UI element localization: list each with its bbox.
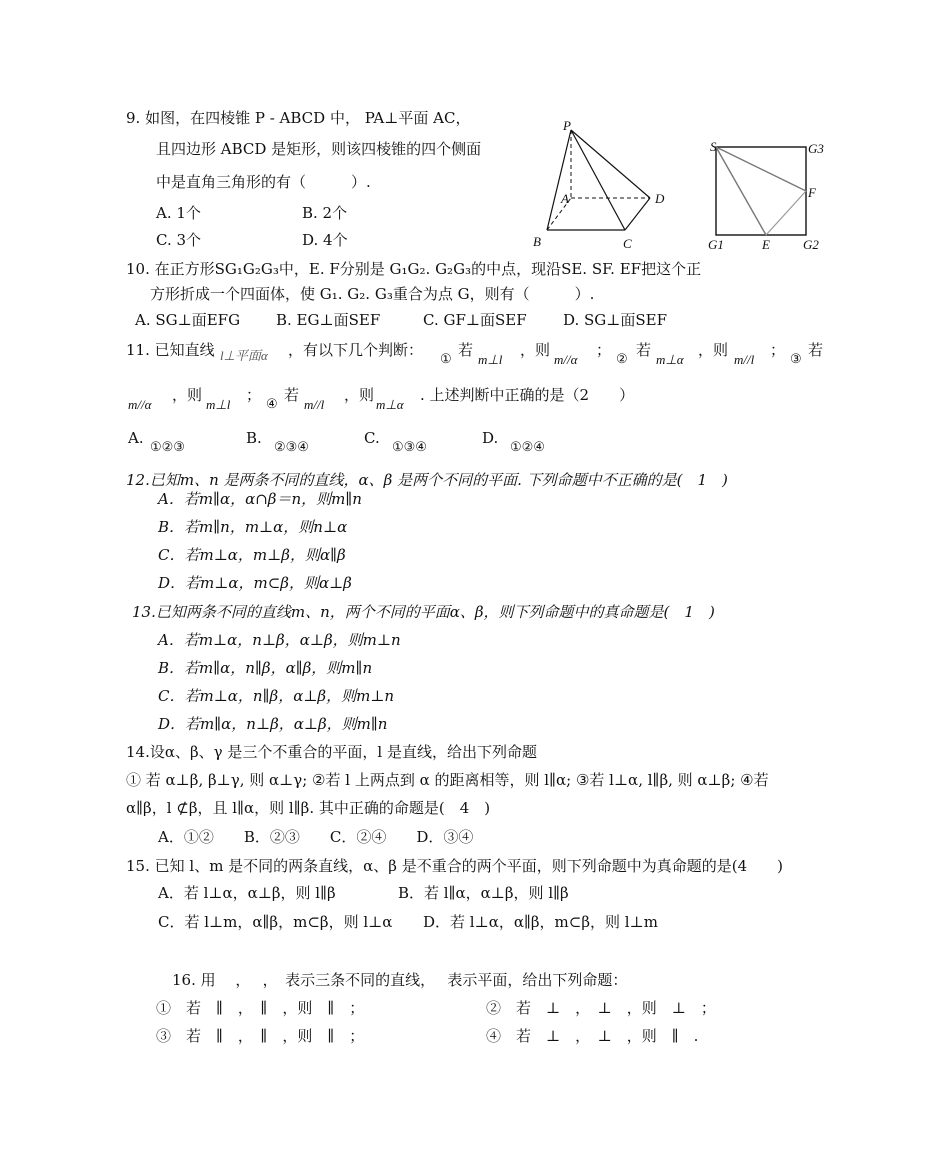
q11-j2-num: ② xyxy=(616,352,628,367)
q11-j4-q: m⊥α xyxy=(376,397,404,412)
square-fold-figure xyxy=(700,135,830,255)
q16-stem: 16. 用 ， ， 表示三条不同的直线， 表示平面，给出下列命题： xyxy=(172,971,628,989)
label-b: B xyxy=(533,234,541,249)
q11-sep1: ； xyxy=(596,341,612,359)
q14-line3: α∥β，l ⊄β，且 l∥α，则 l∥β. 其中正确的命题是( 4 ) xyxy=(126,799,491,817)
q16-proposition-1: ① 若 ∥ ， ∥ ，则 ∥ ； xyxy=(156,999,365,1017)
q11-j1-then: ，则 xyxy=(520,341,551,359)
q9-option-c: C. 3个 xyxy=(156,231,202,249)
q10-option-a: A. SG⊥面EFG xyxy=(135,311,241,329)
q11-option-b: B. xyxy=(246,429,262,447)
q16-proposition-2: ② 若 ⊥ ， ⊥ ，则 ⊥ ； xyxy=(486,999,716,1017)
q10-option-b: B. EG⊥面SEF xyxy=(276,311,381,329)
q11-tail: . 上述判断中正确的是（2 ） xyxy=(420,386,635,404)
q11-j3-then: ，则 xyxy=(172,386,203,404)
q11-j1-q: m//α xyxy=(554,352,578,367)
q11-option-d-value: ①②④ xyxy=(510,440,545,455)
q11-j4-then: ，则 xyxy=(344,386,375,404)
q12-stem: 12.已知m、n 是两条不同的直线，α、β 是两个不同的平面. 下列命题中不正确的是( 1 ) xyxy=(126,471,728,489)
label-g2: G2 xyxy=(803,237,819,252)
q13-option-d: D．若m∥α，n⊥β，α⊥β，则m∥n xyxy=(158,715,388,733)
q10-option-d: D. SG⊥面SEF xyxy=(563,311,668,329)
q11-j3-p: m//α xyxy=(128,397,152,412)
q11-j2-then: ，则 xyxy=(698,341,729,359)
q16-proposition-3: ③ 若 ∥ ， ∥ ，则 ∥ ； xyxy=(156,1027,365,1045)
q14-options: A．①② B．②③ C．②④ D．③④ xyxy=(158,828,474,846)
q11-j1-if: 若 xyxy=(458,341,474,359)
pyramid-figure xyxy=(525,118,675,253)
q11-j4-p: m//l xyxy=(304,397,325,412)
q10-line1: 10. 在正方形SG₁G₂G₃中，E. F分别是 G₁G₂. G₂G₃的中点，现沿SE. SF. EF把这个正 xyxy=(126,260,702,278)
q11-j4-if: 若 xyxy=(284,386,300,404)
q11-j2-q: m//l xyxy=(734,352,755,367)
q14-stem: 14.设α、β、γ 是三个不重合的平面，l 是直线，给出下列命题 xyxy=(126,743,537,761)
q11-stem-start: 11. 已知直线 xyxy=(126,341,215,359)
q13-stem: 13.已知两条不同的直线m、n，两个不同的平面α、β，则下列命题中的真命题是( 1 ) xyxy=(132,603,715,621)
q11-j3-if: 若 xyxy=(808,341,824,359)
q13-option-b: B．若m∥α，n∥β，α∥β，则m∥n xyxy=(158,659,373,677)
q9-line3: 中是直角三角形的有（ ）. xyxy=(156,173,371,191)
q11-j1-p: m⊥l xyxy=(478,352,503,367)
q10-option-c: C. GF⊥面SEF xyxy=(423,311,527,329)
q9-option-a: A. 1个 xyxy=(156,204,201,222)
q11-stem-mid: ，有以下几个判断： xyxy=(288,341,424,359)
q12-option-d: D．若m⊥α，m⊂β，则α⊥β xyxy=(158,574,352,592)
q15-stem: 15. 已知 l、m 是不同的两条直线，α、β 是不重合的两个平面，则下列命题中为真命题的是(4 ) xyxy=(126,857,784,875)
label-d: D xyxy=(655,191,665,206)
q15-option-d: D．若 l⊥α，α∥β，m⊂β，则 l⊥m xyxy=(423,913,658,931)
q11-option-a: A. xyxy=(128,429,144,447)
label-c: C xyxy=(623,236,632,251)
q16-proposition-4: ④ 若 ⊥ ， ⊥ ，则 ∥ . xyxy=(486,1027,699,1045)
q14-line2: ① 若 α⊥β, β⊥γ, 则 α⊥γ; ②若 l 上两点到 α 的距离相等，则 l∥α; ③若 l⊥α, l∥β, 则 α⊥β; ④若 xyxy=(126,771,769,789)
label-g1: G1 xyxy=(708,237,724,252)
q11-j3-num: ③ xyxy=(790,352,802,367)
q11-option-d: D. xyxy=(482,429,499,447)
q13-option-c: C．若m⊥α，n∥β，α⊥β，则m⊥n xyxy=(158,687,395,705)
q11-j1-num: ① xyxy=(440,352,452,367)
q13-option-a: A．若m⊥α，n⊥β，α⊥β，则m⊥n xyxy=(158,631,401,649)
label-a: A xyxy=(561,191,569,206)
q9-option-b: B. 2个 xyxy=(302,204,348,222)
q9-line1: 9. 如图，在四棱锥 P - ABCD 中， PA⊥平面 AC， xyxy=(126,109,471,127)
q11-j2-if: 若 xyxy=(636,341,652,359)
q11-option-c: C. xyxy=(364,429,380,447)
q9-line2: 且四边形 ABCD 是矩形，则该四棱锥的四个侧面 xyxy=(156,140,482,158)
q15-option-c: C．若 l⊥m，α∥β，m⊂β，则 l⊥α xyxy=(158,913,393,931)
q11-j2-p: m⊥α xyxy=(656,352,684,367)
q12-option-b: B．若m∥n，m⊥α，则n⊥α xyxy=(158,518,348,536)
q11-option-c-value: ①③④ xyxy=(392,440,427,455)
q11-j3-q: m⊥l xyxy=(206,397,231,412)
q12-option-a: A．若m∥α，α∩β＝n，则m∥n xyxy=(158,490,362,508)
label-e: E xyxy=(762,237,770,252)
q12-option-c: C．若m⊥α，m⊥β，则α∥β xyxy=(158,546,346,564)
q10-line2: 方形折成一个四面体，使 G₁. G₂. G₃重合为点 G，则有（ ）. xyxy=(150,285,595,303)
q15-option-b: B．若 l∥α，α⊥β，则 l∥β xyxy=(398,884,569,902)
q15-option-a: A．若 l⊥α，α⊥β，则 l∥β xyxy=(158,884,336,902)
label-s: S xyxy=(710,139,717,154)
q11-condition: l⊥平面α xyxy=(220,348,268,363)
q9-option-d: D. 4个 xyxy=(302,231,348,249)
q11-option-a-value: ①②③ xyxy=(150,440,185,455)
q11-sep2: ； xyxy=(770,341,786,359)
q11-option-b-value: ②③④ xyxy=(274,440,309,455)
label-g3: G3 xyxy=(808,141,824,156)
label-p: P xyxy=(563,118,571,133)
label-f: F xyxy=(808,185,816,200)
q11-j4-num: ④ xyxy=(266,397,278,412)
q11-sep3: ； xyxy=(246,386,262,404)
